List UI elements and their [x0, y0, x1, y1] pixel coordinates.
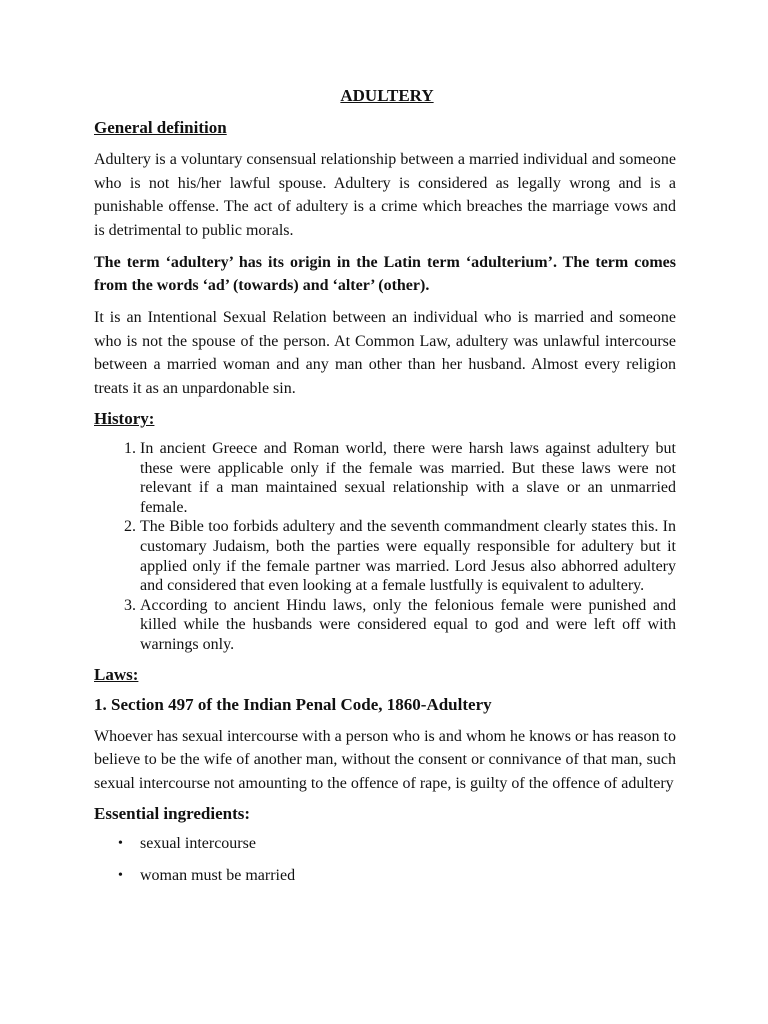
list-item-text: woman must be married — [140, 867, 296, 885]
general-paragraph-2: The term ‘adultery’ has its origin in the Latin term ‘adulterium’. The term comes from the words ‘ad’ (towards) and ‘alter’ (other). — [94, 254, 676, 294]
general-paragraph-1: Adultery is a voluntary consensual relationship between a married individual and someone who is not his/her lawful spouse. Adultery is considered as legally wrong and is a punishable offense. The act of adultery is a crime which breaches the marriage vows and is detrimental to public morals. — [94, 151, 676, 239]
list-item — [118, 866, 676, 886]
document-title: ADULTERY — [340, 86, 434, 105]
essential-ingredients-heading: Essential ingredients: — [94, 804, 251, 824]
list-item-text: sexual intercourse — [140, 835, 256, 853]
bullet-icon: • — [118, 836, 123, 852]
general-paragraph-3: It is an Intentional Sexual Relation between an individual who is married and someone who is not the spouse of the person. At Common Law, adultery was unlawful intercourse between a married woman and any man other than her husband. Almost every religion treats it as an unpardonable sin. — [94, 309, 676, 397]
section-497-text: Whoever has sexual intercourse with a person who is and whom he knows or has reason to believe to be the wife of another man, without the consent or connivance of that man, such sexual intercourse not amounting to the offence of rape, is guilty of the offence of adultery — [94, 727, 676, 792]
ingredients-list — [94, 834, 676, 886]
history-heading: History: — [94, 409, 155, 428]
document-page — [94, 86, 676, 898]
list-item — [118, 834, 676, 854]
history-list — [94, 439, 676, 655]
laws-heading: Laws: — [94, 664, 139, 684]
bullet-icon: • — [118, 868, 123, 884]
history-item: 1. In ancient Greece and Roman world, there were harsh laws against adultery but these were applicable only if the female was married. But these laws were not relevant if a man maintained sexual relationship with a slave or an unmarried female. — [140, 439, 676, 517]
general-definition-heading: General definition — [94, 118, 227, 137]
section-497-heading: 1. Section 497 of the Indian Penal Code, 1860-Adultery — [94, 694, 492, 714]
history-item: 3. According to ancient Hindu laws, only the felonious female were punished and killed while the husbands were considered equal to god and were left off with warnings only. — [140, 596, 676, 655]
history-item: 2. The Bible too forbids adultery and the seventh commandment clearly states this. In customary Judaism, both the parties were equally responsible for adultery but it applied only if the female partner was married. Lord Jesus also abhorred adultery and considered that even looking at a female lustfully is equivalent to adultery. — [140, 517, 676, 595]
